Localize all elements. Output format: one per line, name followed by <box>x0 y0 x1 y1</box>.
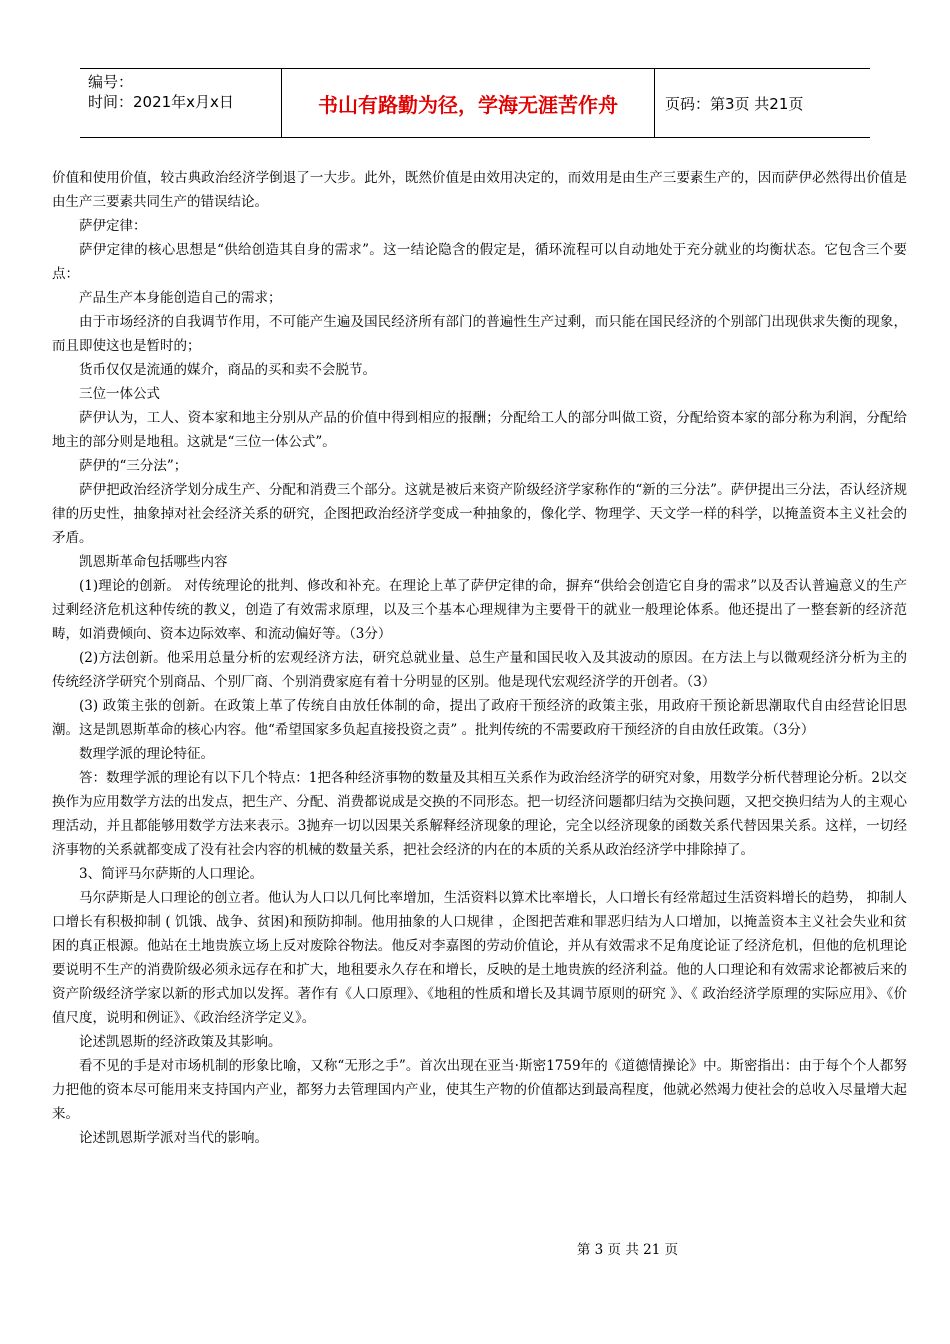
paragraph: 答：数理学派的理论有以下几个特点：1把各种经济事物的数量及其相互关系作为政治经济学的研究对象，用数学分析代替理论分析。2以交换作为应用数学方法的出发点，把生产、分配、消费都说成是交换的不同形态。把一切经济问题都归结为交换问题，又把交换归结为人的主观心理活动，并且都能够用数学方法来表示。3抛弃一切以因果关系解释经济现象的理论，完全以经济现象的函数关系代替因果关系。这样，一切经济事物的关系就都变成了没有社会内容的机械的数量关系，把社会经济的内在的本质的关系从政治经济学中排除掉了。 <box>52 770 907 858</box>
paragraph: 萨伊把政治经济学划分成生产、分配和消费三个部分。这就是被后来资产阶级经济学家称作的“新的三分法”。萨伊提出三分法，否认经济规律的历史性，抽象掉对社会经济关系的研究，企图把政治经济学变成一种抽象的，像化学、物理学、天文学一样的科学，以掩盖资本主义社会的矛盾。 <box>52 482 907 546</box>
paragraph: 萨伊定律的核心思想是“供给创造其自身的需求”。这一结论隐含的假定是，循环流程可以自动地处于充分就业的均衡状态。它包含三个要点： <box>52 242 907 282</box>
paragraph: 萨伊的“三分法”； <box>79 458 188 474</box>
paragraph: 产品生产本身能创造自己的需求； <box>79 290 282 306</box>
header-page-info: 页码：第3页 共21页 <box>665 94 804 113</box>
page-footer: 第 3 页 共 21 页 <box>576 1242 679 1258</box>
paragraph: 萨伊定律： <box>79 218 147 234</box>
paragraph: 论述凯恩斯的经济政策及其影响。 <box>79 1034 282 1050</box>
paragraph: 3、简评马尔萨斯的人口理论。 <box>79 866 264 882</box>
paragraph: (3) 政策主张的创新。在政策上革了传统自由放任体制的命，提出了政府干预经济的政策主张，用政府干预论新思潮取代自由经营论旧思潮。这是凯恩斯革命的核心内容。他“希望国家多负起直接投资之责” 。批判传统的不需要政府干预经济的自由放任政策。（3分） <box>52 698 907 738</box>
paragraph: 数理学派的理论特征。 <box>79 746 214 762</box>
header-motto: 书山有路勤为径，学海无涯苦作舟 <box>282 69 655 137</box>
document-body <box>52 166 907 1150</box>
paragraph: 马尔萨斯是人口理论的创立者。他认为人口以几何比率增加，生活资料以算术比率增长，人口增长有经常超过生活资料增长的趋势， 抑制人口增长有积极抑制 ( 饥饿、战争、贫困)和预防抑制。他用抽象的人口规律 ，企图把苦难和罪恶归结为人口增加，以掩盖资本主义社会失业和贫困的真正根源。他站在土地贵族立场上反对废除谷物法。他反对李嘉图的劳动价值论，并从有效需求不足角度论证了经济危机，但他的危机理论要说明不生产的消费阶级必须永远存在和扩大，地租要永久存在和增长，反映的是土地贵族的经济利益。他的人口理论和有效需求论都被后来的资产阶级经济学家以新的形式加以发挥。著作有《人口原理》、《地租的性质和增长及其调节原则的研究 》、《 政治经济学原理的实际应用》、《价值尺度，说明和例证》、《政治经济学定义》。 <box>52 890 907 1026</box>
document-number-label: 编号： <box>88 73 134 91</box>
header-meta <box>80 69 282 137</box>
paragraph: (2)方法创新。他采用总量分析的宏观经济方法，研究总就业量、总生产量和国民收入及其波动的原因。在方法上与以微观经济分析为主的传统经济学研究个别商品、个别厂商、个别消费家庭有着十分明显的区别。他是现代宏观经济学的开创者。（3） <box>52 650 907 690</box>
paragraph: 凯恩斯革命包括哪些内容 <box>79 554 228 570</box>
document-time-label: 时间：2021年x月x日 <box>88 93 234 111</box>
paragraph: 价值和使用价值，较古典政治经济学倒退了一大步。此外，既然价值是由效用决定的，而效用是由生产三要素生产的，因而萨伊必然得出价值是由生产三要素共同生产的错误结论。 <box>52 170 907 210</box>
paragraph: 货币仅仅是流通的媒介，商品的买和卖不会脱节。 <box>79 362 376 378</box>
paragraph: 看不见的手是对市场机制的形象比喻，又称“无形之手”。首次出现在亚当·斯密1759年的《道德情操论》中。斯密指出：由于每个个人都努力把他的资本尽可能用来支持国内产业，都努力去管理国内产业，使其生产物的价值都达到最高程度，他就必然竭力使社会的总收入尽量增大起来。 <box>52 1058 907 1122</box>
paragraph: 论述凯恩斯学派对当代的影响。 <box>79 1130 268 1146</box>
paragraph: 三位一体公式 <box>79 386 160 402</box>
paragraph: (1)理论的创新。 对传统理论的批判、修改和补充。在理论上革了萨伊定律的命，摒弃“供给会创造它自身的需求”以及否认普遍意义的生产过剩经济危机这种传统的教义，创造了有效需求原理，以及三个基本心理规律为主要骨干的就业一般理论体系。他还提出了一整套新的经济范畴，如消费倾向、资本边际效率、和流动偏好等。（3分） <box>52 578 907 642</box>
paragraph: 萨伊认为，工人、资本家和地主分别从产品的价值中得到相应的报酬；分配给工人的部分叫做工资，分配给资本家的部分称为利润，分配给地主的部分则是地租。这就是“三位一体公式”。 <box>52 410 907 450</box>
page-header <box>80 68 870 138</box>
paragraph: 由于市场经济的自我调节作用，不可能产生遍及国民经济所有部门的普遍性生产过剩，而只能在国民经济的个别部门出现供求失衡的现象，而且即使这也是暂时的； <box>52 314 907 354</box>
